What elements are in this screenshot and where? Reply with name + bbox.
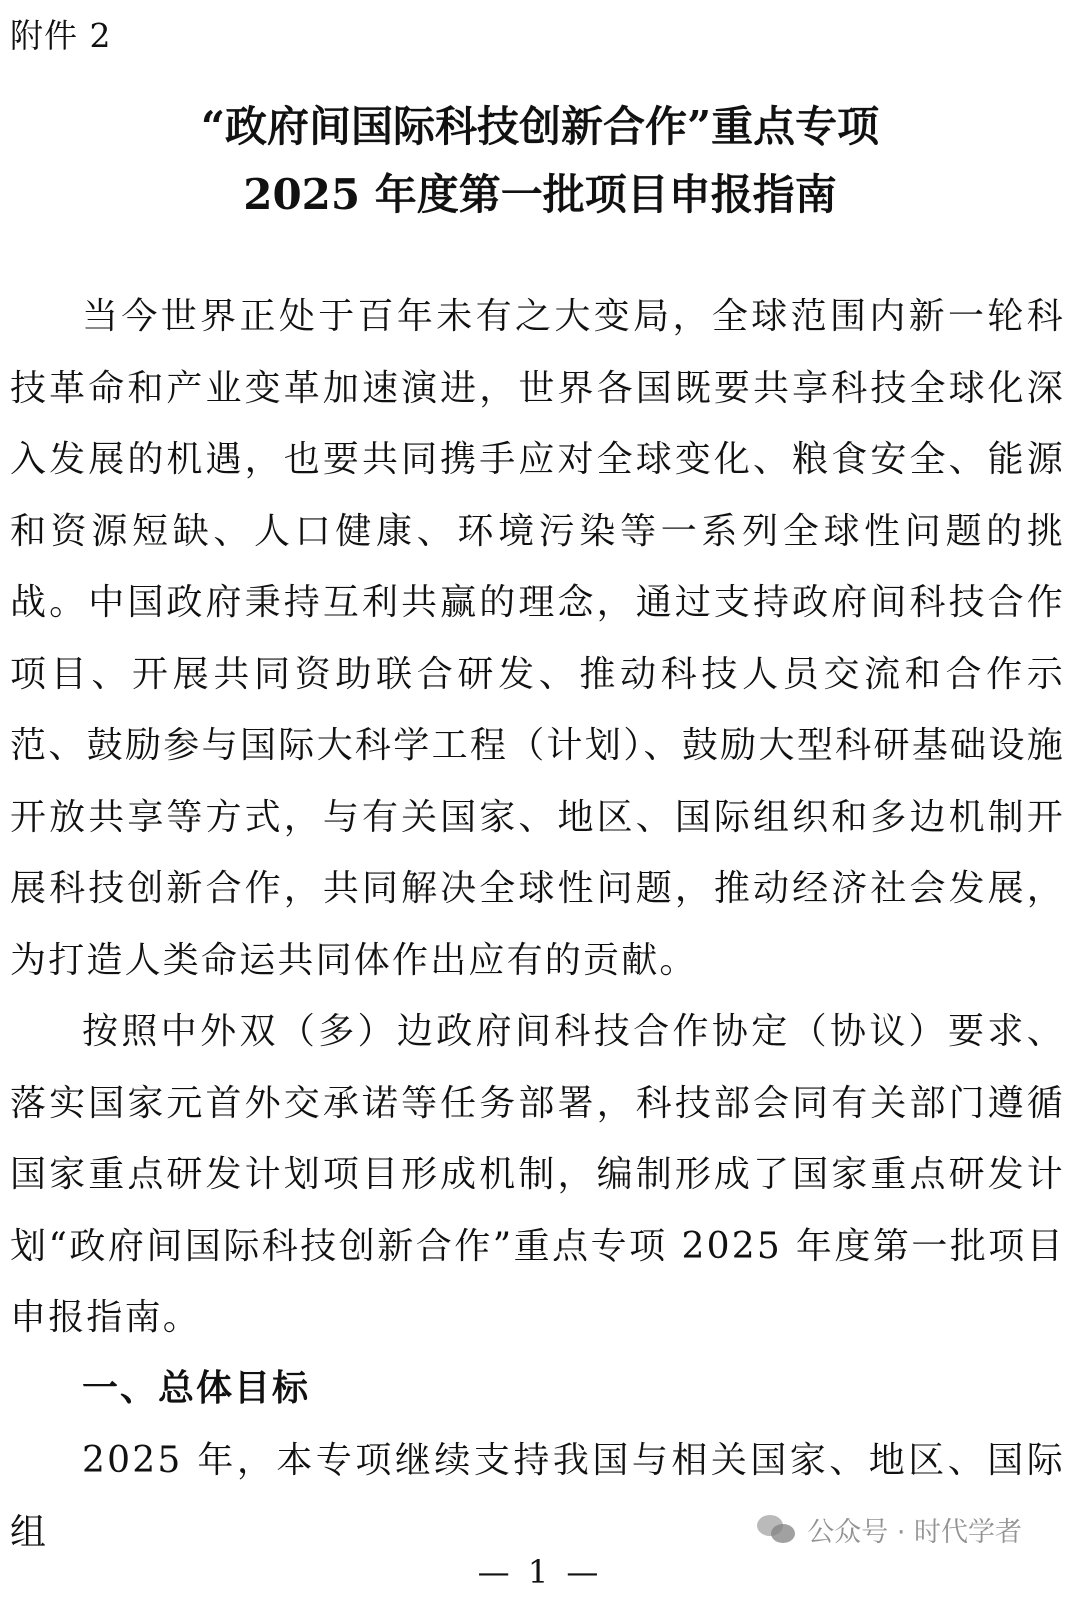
page-number: — 1 — (477, 1553, 603, 1591)
section-heading: 一、总体目标 (82, 1368, 311, 1409)
document-title-line-1: “政府间国际科技创新合作”重点专项 (200, 102, 880, 151)
watermark (757, 1509, 1022, 1549)
intro-paragraph: 当今世界正处于百年未有之大变局，全球范围内新一轮科技革命和产业变革加速演进，世界各国既要共享科技全球化深入发展的机遇，也要共同携手应对全球变化、粮食安全、能源和资源短缺、人口健康、环境污染等一系列全球性问题的挑战。中国政府秉持互利共赢的理念，通过支持政府间科技合作项目、开展共同资助联合研发、推动科技人员交流和合作示范、鼓励参与国际大科学工程（计划）、鼓励大型科研基础设施开放共享等方式，与有关国家、地区、国际组织和多边机制开展科技创新合作，共同解决全球性问题，推动经济社会发展，为打造人类命运共同体作出应有的贡献。 (10, 296, 1065, 981)
section-paragraph: 2025 年，本专项继续支持我国与相关国家、地区、国际组 (10, 1440, 1065, 1553)
basis-paragraph: 按照中外双（多）边政府间科技合作协定（协议）要求、落实国家元首外交承诺等任务部署，科技部会同有关部门遵循国家重点研发计划项目形成机制，编制形成了国家重点研发计划“政府间国际科技创新合作”重点专项 2025 年度第一批项目申报指南。 (10, 1011, 1065, 1338)
attachment-label: 附件 2 (10, 16, 112, 55)
wechat-icon (757, 1513, 797, 1545)
watermark-text: 公众号 · 时代学者 (807, 1516, 1022, 1548)
document-title-line-2: 2025 年度第一批项目申报指南 (243, 170, 837, 219)
